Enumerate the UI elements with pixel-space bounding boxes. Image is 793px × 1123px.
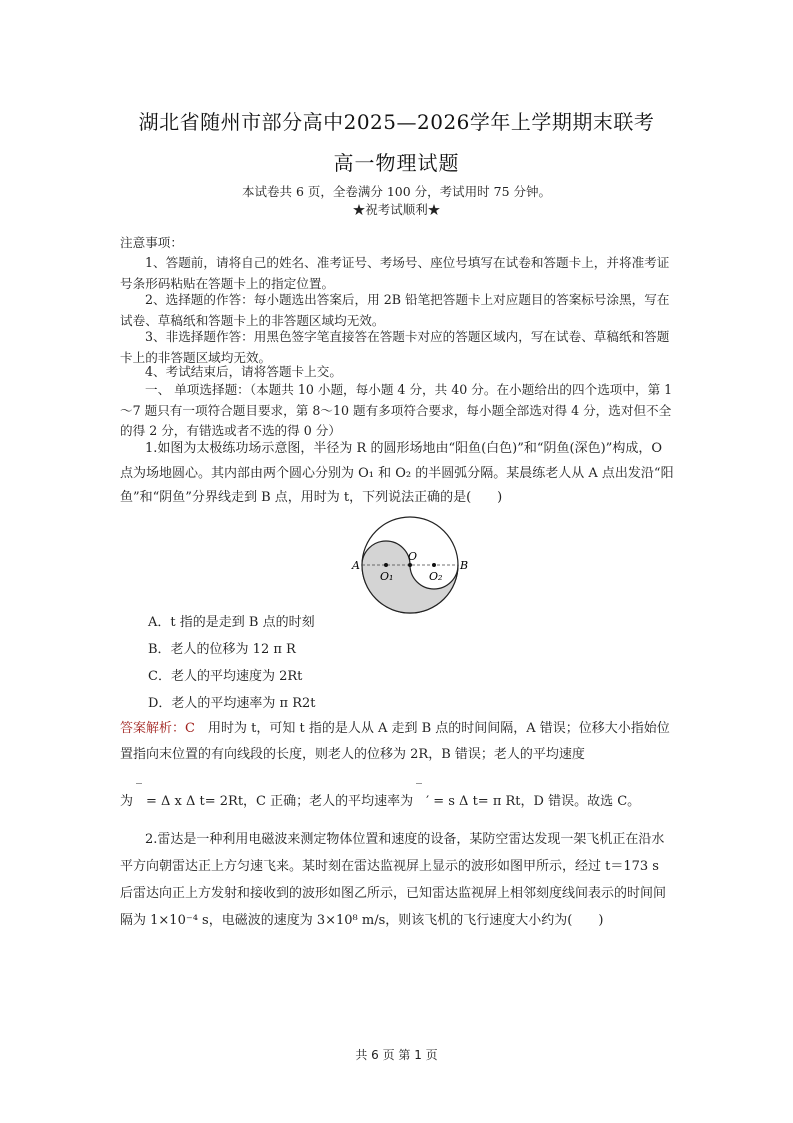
label-O: O <box>408 550 418 563</box>
note-item-4: 4、考试结束后，请将答题卡上交。 <box>145 364 342 379</box>
notes-heading: 注意事项： <box>120 235 183 250</box>
label-A: A <box>352 559 360 572</box>
avg-velocity-bar: _ <box>136 770 142 784</box>
q1-option-c: C．老人的平均速度为 2Rt <box>148 669 303 684</box>
good-luck-line: ★祝考试顺利★ <box>352 202 441 217</box>
q1-option-d: D．老人的平均速率为 π R2t <box>148 696 316 711</box>
answer-text: 用时为 t，可知 t 指的是人从 A 走到 B 点的时间间隔，A 错误；位移大小指始位置指向末位置的有向线段的长度，则老人的位移为 2R，B 错误；老人的平均速度 <box>120 721 670 762</box>
q1-option-a: A．t 指的是走到 B 点的时刻 <box>148 615 315 630</box>
exam-subtitle: 高一物理试题 <box>333 151 460 175</box>
note-item-3: 3、非选择题作答：用黑色签字笔直接答在答题卡对应的答题区域内，写在试卷、草稿纸和答题卡上的非答题区域均无效。 <box>120 329 670 365</box>
question-1-stem: 1.如图为太极练功场示意图，半径为 R 的圆形场地由“阳鱼(白色)”和“阴鱼(深色)”构成，O 点为场地圆心。其内部由两个圆心分别为 O₁ 和 O₂ 的半圆弧分隔。某晨练老人从 A 点出发沿“阳鱼”和“阴鱼”分界线走到 B 点，用时为 t，下列说法正确的是( ) <box>120 441 674 505</box>
page-footer: 共 6 页 第 1 页 <box>355 1048 438 1062</box>
taiji-figure <box>350 513 470 617</box>
section-heading: 一、 单项选择题：（本题共 10 小题，每小题 4 分，共 40 分。在小题给出的四个选项中，第 1～7 题只有一项符合题目要求，第 8～10 题有多项符合要求，每小题全部选对得 4 分，选对但不全的得 2 分，有错选或者不选的得 0 分） <box>120 382 673 438</box>
q1-answer <box>120 716 676 768</box>
avg-speed-bar: _ <box>416 770 422 784</box>
q1-answer-line2: 为 = Δ x Δ t= 2Rt，C 正确；老人的平均速率为 ′ = s Δ t= π Rt，D 错误。故选 C。 <box>120 794 641 809</box>
label-O2: O₂ <box>429 570 443 583</box>
note-item-1: 1、答题前，请将自己的姓名、准考证号、考场号、座位号填写在试卷和答题卡上，并将准考证号条形码粘贴在答题卡上的指定位置。 <box>120 255 670 291</box>
q1-option-b: B．老人的位移为 12 π R <box>148 642 296 657</box>
note-item-2: 2、选择题的作答：每小题选出答案后，用 2B 铅笔把答题卡上对应题目的答案标号涂黑，写在试卷、草稿纸和答题卡上的非答题区域均无效。 <box>120 292 670 328</box>
exam-title: 湖北省随州市部分高中2025—2026学年上学期期末联考 <box>138 110 655 134</box>
label-O1: O₁ <box>380 570 394 583</box>
exam-info: 本试卷共 6 页，全卷满分 100 分，考试用时 75 分钟。 <box>241 184 552 199</box>
question-2-stem: 2.雷达是一种利用电磁波来测定物体位置和速度的设备，某防空雷达发现一架飞机正在沿水平方向朝雷达正上方匀速飞来。某时刻在雷达监视屏上显示的波形如图甲所示，经过 t＝173 s 后雷达向正上方发射和接收到的波形如图乙所示，已知雷达监视屏上相邻刻度线间表示的时间间隔为 1×10⁻⁴ s，电磁波的速度为 3×10⁸ m/s，则该飞机的飞行速度大小约为( ) <box>120 832 667 928</box>
answer-tag: 答案解析：C <box>120 721 195 736</box>
label-B: B <box>460 559 469 572</box>
